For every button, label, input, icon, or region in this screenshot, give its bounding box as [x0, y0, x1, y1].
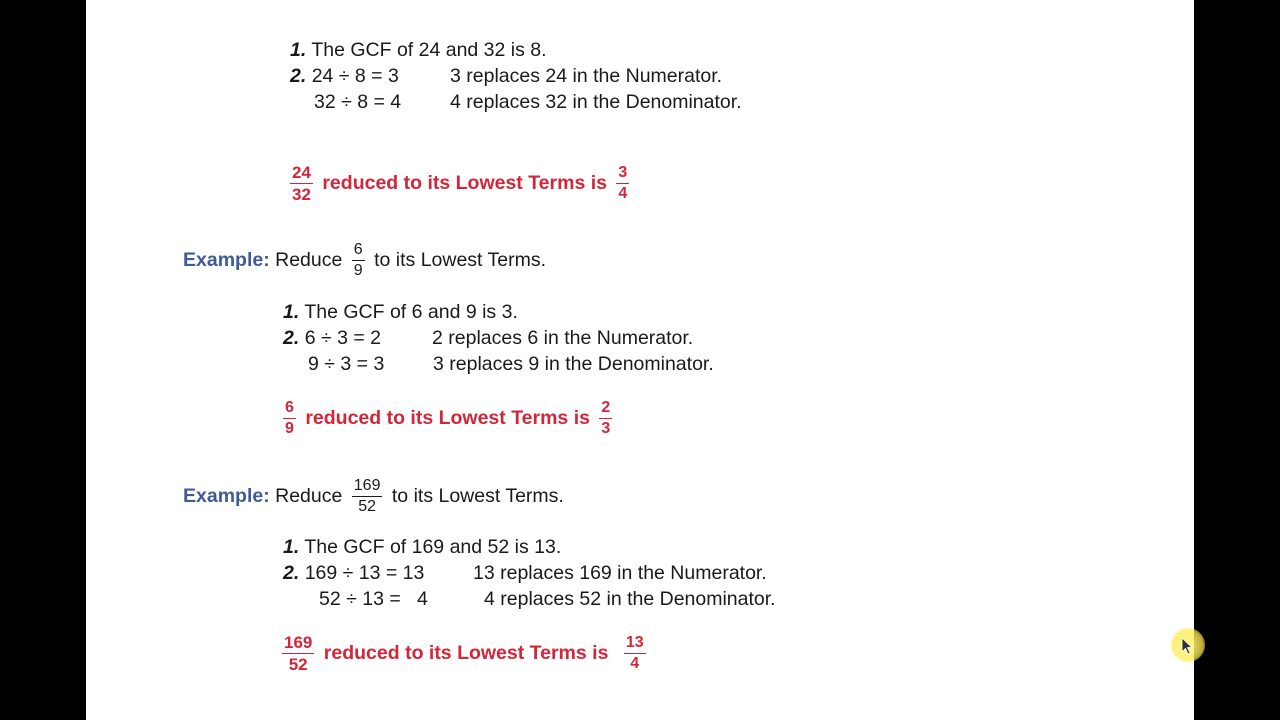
step-note: 2 replaces 6 in the Numerator.	[432, 327, 694, 349]
reduced-fraction: $\frac{2}{3}$	[601, 399, 611, 438]
result-text: reduced to its Lowest Terms is	[322, 172, 607, 194]
example-fraction: $\frac{169}{52}$	[353, 477, 381, 516]
example-post: to its Lowest Terms.	[391, 485, 564, 507]
original-fraction: $\frac{6}{9}$	[285, 399, 294, 438]
original-fraction: $\frac{169}{52}$	[284, 633, 313, 675]
example3-step1: 1. The GCF of 169 and 52 is 13.	[283, 536, 562, 558]
step-calc: 9 ÷ 3 = 3	[308, 353, 385, 375]
step-calc: 24 ÷ 8 = 3	[311, 65, 399, 87]
example3-step2: 2. 169 ÷ 13 = 13	[283, 562, 425, 584]
step-calc: 32 ÷ 8 = 4	[314, 91, 402, 113]
step-number: 2.	[290, 65, 307, 87]
step-number: 1.	[290, 39, 307, 61]
block1-step2	[290, 63, 399, 89]
step-note: 4 replaces 32 in the Denominator.	[450, 91, 742, 113]
example-pre: Reduce	[275, 249, 343, 271]
example2-step1: 1. The GCF of 6 and 9 is 3.	[283, 301, 518, 323]
example3-result	[278, 631, 650, 675]
example2-step2: 2. 6 ÷ 3 = 2	[283, 327, 381, 349]
example-pre: Reduce	[275, 485, 343, 507]
block1-step1	[290, 37, 547, 63]
step-text: The GCF of 24 and 32 is 8.	[311, 39, 547, 61]
pointer-arrow-icon	[1181, 637, 1195, 655]
step-note: 3 replaces 9 in the Denominator.	[433, 353, 714, 375]
example2-result	[279, 396, 616, 440]
step-note: 3 replaces 24 in the Numerator.	[450, 65, 723, 87]
example-fraction: $\frac{6}{9}$	[353, 241, 363, 280]
reduced-fraction: $\frac{13}{4}$	[625, 634, 644, 673]
example-post: to its Lowest Terms.	[374, 249, 547, 271]
result-text: reduced to its Lowest Terms is	[323, 642, 609, 664]
step-note: 13 replaces 169 in the Numerator.	[473, 562, 767, 584]
example2-heading	[183, 238, 546, 282]
block1-result	[286, 161, 633, 205]
step-calc: 52 ÷ 13 = 4	[319, 588, 428, 610]
result-text: reduced to its Lowest Terms is	[305, 407, 590, 429]
cursor-highlight	[1171, 628, 1205, 662]
example3-heading	[183, 474, 564, 518]
step-note: 4 replaces 52 in the Denominator.	[484, 588, 776, 610]
example-label: Example:	[183, 485, 270, 507]
original-fraction: $\frac{24}{32}$	[292, 163, 311, 205]
example-label: Example:	[183, 249, 270, 271]
document-page	[86, 0, 1194, 720]
reduced-fraction: $\frac{3}{4}$	[618, 164, 628, 203]
